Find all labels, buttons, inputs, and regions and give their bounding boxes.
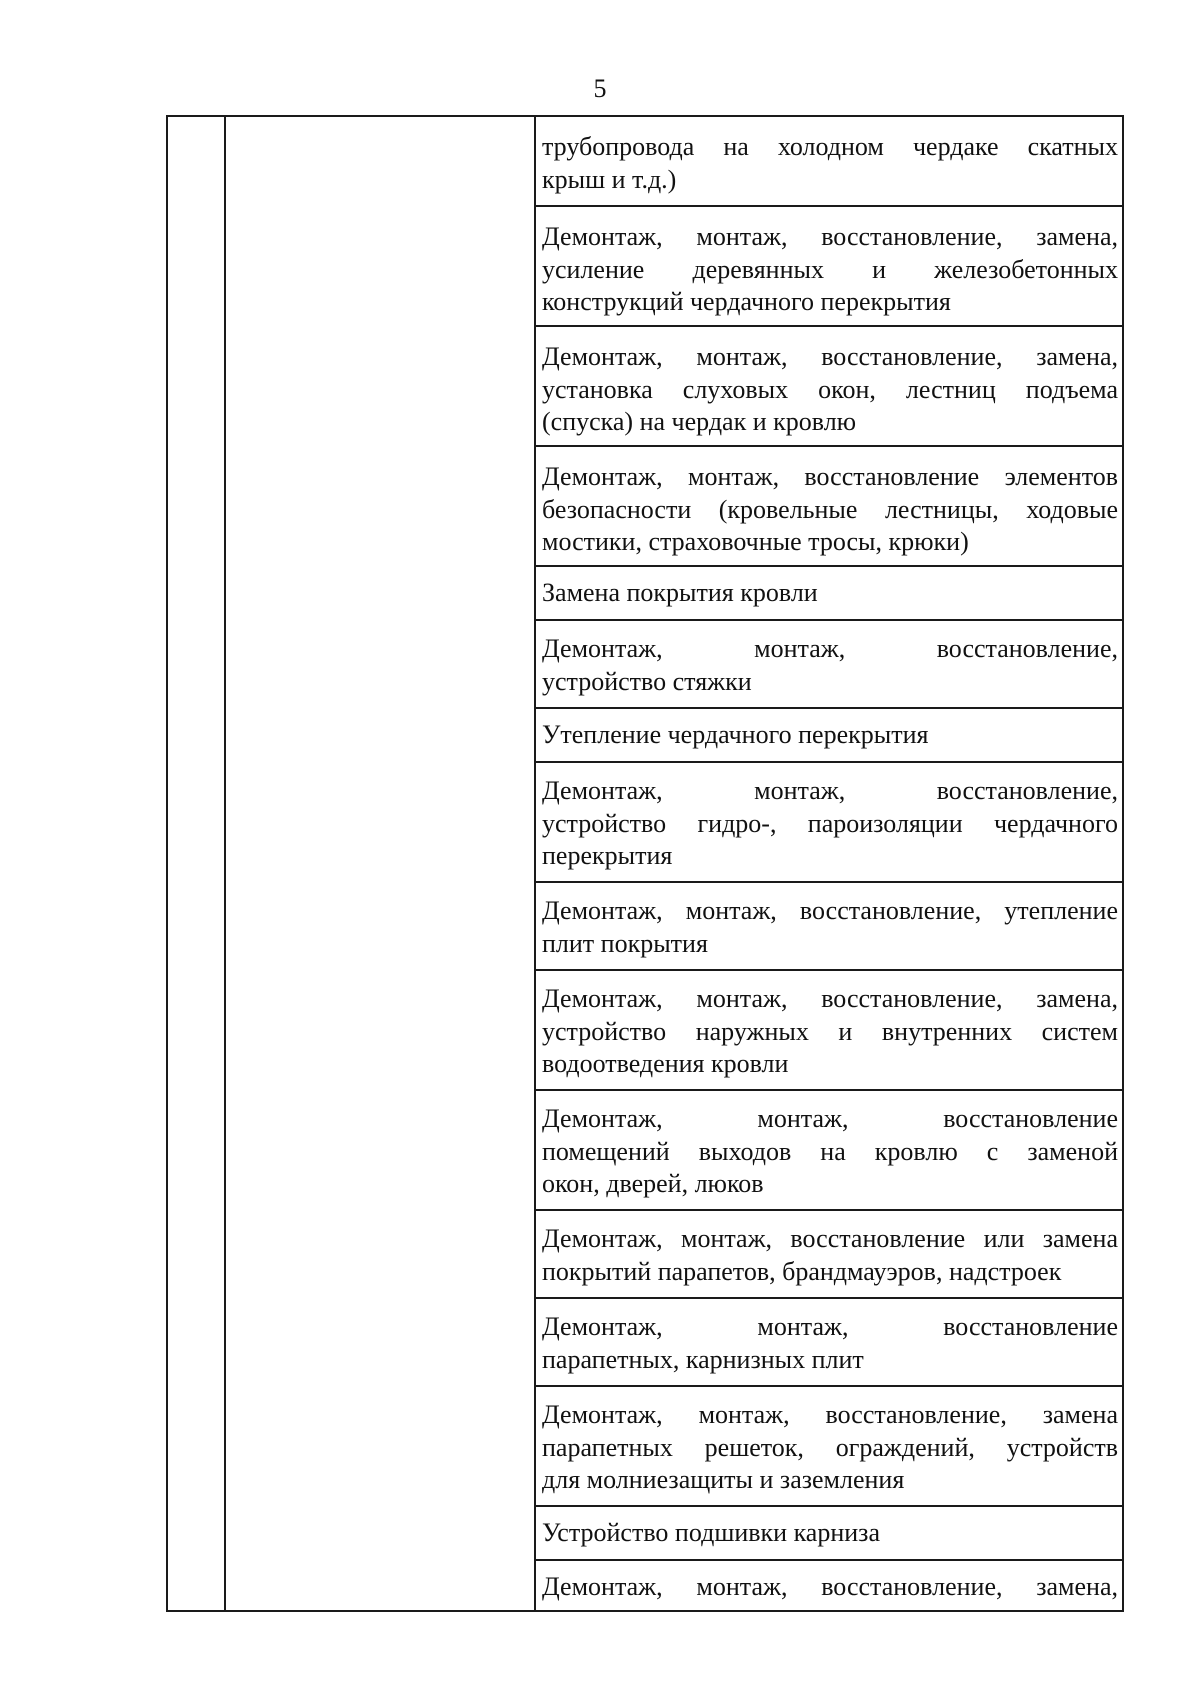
row-text-line: окон, дверей, люков bbox=[542, 1169, 764, 1198]
table-row bbox=[536, 117, 1122, 205]
row-text-line: Замена покрытия кровли bbox=[542, 578, 818, 607]
row-text-line: парапетных решеток, ограждений, устройств bbox=[542, 1432, 1118, 1462]
row-text-line: безопасности (кровельные лестницы, ходовые bbox=[542, 494, 1118, 524]
row-text-line: устройство наружных и внутренних систем bbox=[542, 1016, 1118, 1046]
row-text-line: перекрытия bbox=[542, 841, 673, 870]
row-text-line: установка слуховых окон, лестниц подъема bbox=[542, 374, 1118, 404]
row-text-line: Демонтаж, монтаж, восстановление, утепление bbox=[542, 896, 1118, 925]
row-text-line: устройство гидро-, пароизоляции чердачного bbox=[542, 808, 1118, 838]
row-text-line: трубопровода на холодном чердаке скатных bbox=[542, 132, 1118, 161]
row-text-line: Демонтаж, монтаж, восстановление, замена, bbox=[542, 1572, 1118, 1601]
row-text-line: Демонтаж, монтаж, восстановление элементов bbox=[542, 462, 1118, 491]
column-divider-1 bbox=[224, 117, 226, 1610]
table-row bbox=[536, 969, 1122, 1089]
row-text-line: парапетных, карнизных плит bbox=[542, 1344, 864, 1374]
table-row bbox=[536, 1297, 1122, 1385]
table-row bbox=[536, 325, 1122, 445]
row-text-line: устройство стяжки bbox=[542, 666, 752, 696]
table-row bbox=[536, 1505, 1122, 1559]
row-text-line: Устройство подшивки карниза bbox=[542, 1518, 880, 1547]
row-text-line: крыш и т.д.) bbox=[542, 164, 677, 194]
table-row bbox=[536, 1209, 1122, 1297]
table-row bbox=[536, 1089, 1122, 1209]
row-text-line: покрытий парапетов, брандмауэров, надстроек bbox=[542, 1256, 1062, 1286]
row-text-line: Демонтаж, монтаж, восстановление, замена bbox=[542, 1400, 1118, 1429]
row-text-line: Демонтаж, монтаж, восстановление bbox=[542, 1104, 1118, 1133]
table-row bbox=[536, 1559, 1122, 1612]
table-row bbox=[536, 205, 1122, 325]
row-text-line: усиление деревянных и железобетонных bbox=[542, 254, 1118, 284]
row-text-line: для молниезащиты и заземления bbox=[542, 1465, 905, 1494]
row-text-line: Демонтаж, монтаж, восстановление, замена, bbox=[542, 984, 1118, 1013]
row-text-line: Демонтаж, монтаж, восстановление, bbox=[542, 776, 1118, 805]
works-column bbox=[536, 117, 1122, 1610]
row-text-line: водоотведения кровли bbox=[542, 1049, 789, 1078]
table-row bbox=[536, 565, 1122, 619]
table-row bbox=[536, 445, 1122, 565]
row-text-line: мостики, страховочные тросы, крюки) bbox=[542, 527, 969, 556]
table-row bbox=[536, 619, 1122, 707]
row-text-line: конструкций чердачного перекрытия bbox=[542, 287, 951, 316]
page-number: 5 bbox=[593, 74, 607, 103]
table-row bbox=[536, 881, 1122, 969]
row-text-line: Демонтаж, монтаж, восстановление или замена bbox=[542, 1224, 1118, 1253]
row-text-line: помещений выходов на кровлю с заменой bbox=[542, 1136, 1118, 1166]
table-row bbox=[536, 761, 1122, 881]
works-table bbox=[166, 115, 1124, 1612]
row-text-line: (спуска) на чердак и кровлю bbox=[542, 407, 857, 436]
row-text-line: Демонтаж, монтаж, восстановление, bbox=[542, 634, 1118, 663]
table-row bbox=[536, 707, 1122, 761]
row-text-line: плит покрытия bbox=[542, 928, 708, 958]
row-text-line: Демонтаж, монтаж, восстановление, замена, bbox=[542, 222, 1118, 251]
row-text-line: Демонтаж, монтаж, восстановление, замена, bbox=[542, 342, 1118, 371]
row-text-line: Утепление чердачного перекрытия bbox=[542, 720, 929, 749]
row-text-line: Демонтаж, монтаж, восстановление bbox=[542, 1312, 1118, 1341]
table-row bbox=[536, 1385, 1122, 1505]
